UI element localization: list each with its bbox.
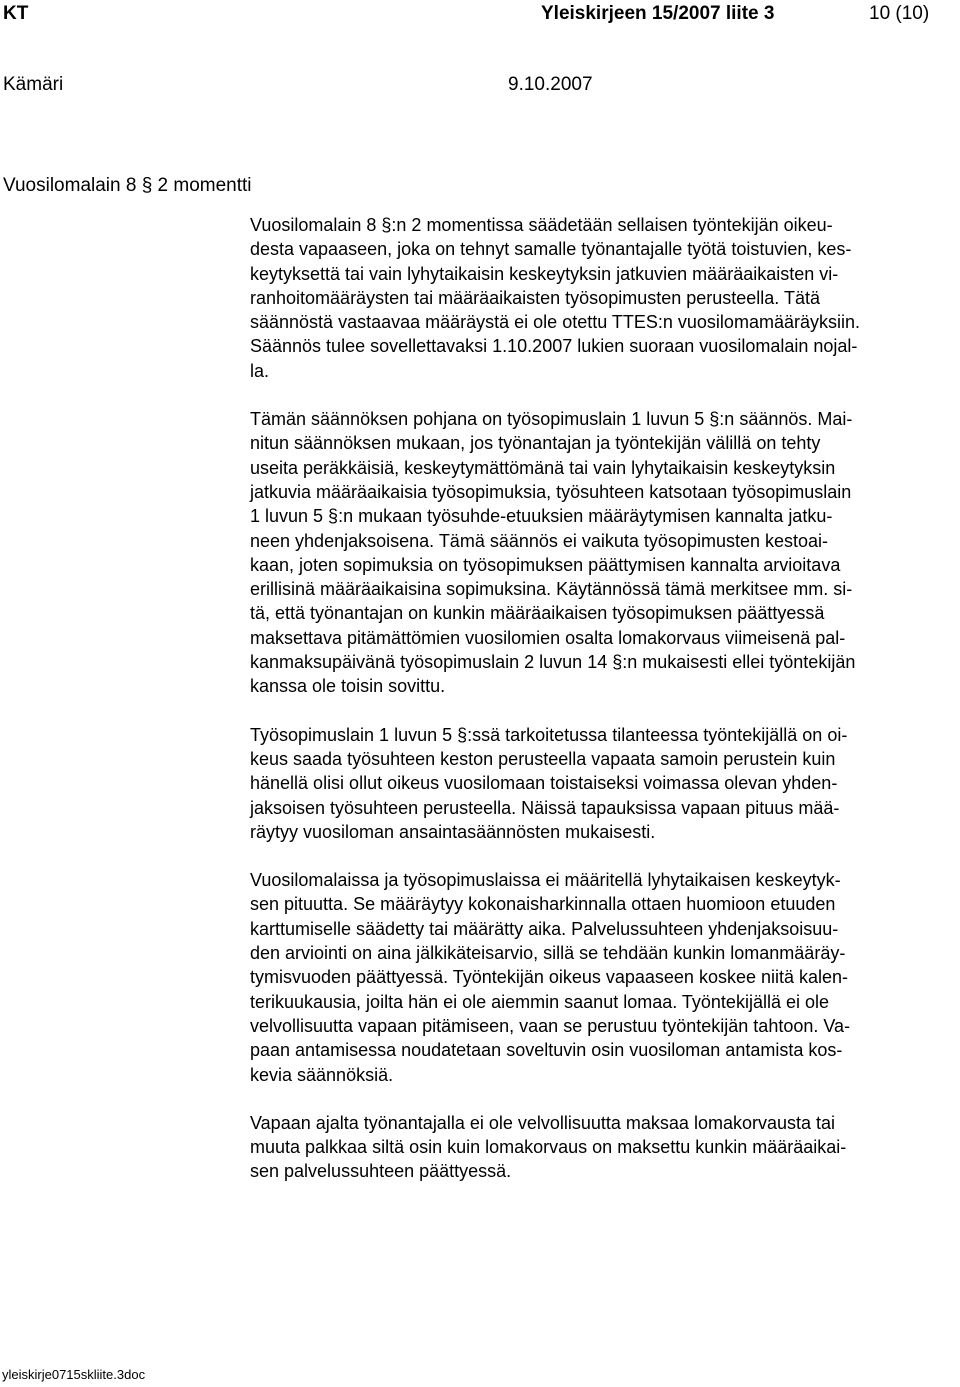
paragraph-line: Työsopimuslain 1 luvun 5 §:ssä tarkoitetussa tilanteessa työntekijällä on oi- <box>250 724 848 745</box>
paragraph-line: erillisinä määräaikaisina sopimuksina. Käytännössä tämä merkitsee mm. si- <box>250 579 853 600</box>
paragraph-line: tymisvuoden päättyessä. Työntekijän oikeus vapaaseen koskee niitä kalen- <box>250 967 849 988</box>
paragraph-line: nitun säännöksen mukaan, jos työnantajan ja työntekijän välillä on tehty <box>250 433 821 454</box>
paragraph-line: sen pituutta. Se määräytyy kokonaisharkinnalla ottaen huomioon etuuden <box>250 894 836 915</box>
paragraph-line: räytyy vuosiloman ansaintasäännösten mukaisesti. <box>250 821 656 842</box>
paragraph-line: Tämän säännöksen pohjana on työsopimuslain 1 luvun 5 §:n säännös. Mai- <box>250 409 853 430</box>
header-page-number: 10 (10) <box>869 3 930 24</box>
header-author: Kämäri <box>3 74 64 95</box>
paragraph <box>250 868 954 1087</box>
paragraph-line: jaksoisen työsuhteen perusteella. Näissä tapauksissa vapaan pituus mää- <box>250 797 840 818</box>
paragraph-line: useita peräkkäisiä, keskeytymättömänä tai vain lyhytaikaisin keskeytyksin <box>250 457 836 478</box>
paragraph-line: terikuukausia, joilta hän ei ole aiemmin saanut lomaa. Työntekijällä ei ole <box>250 991 829 1012</box>
paragraph-line: kaan, joten sopimuksia on työsopimuksen päättymisen kannalta arvioitava <box>250 554 841 575</box>
header-org: KT <box>3 3 29 24</box>
paragraph <box>250 213 954 383</box>
paragraph-line: säännöstä vastaavaa määräystä ei ole otettu TTES:n vuosilomamääräyksiin. <box>250 312 860 333</box>
paragraph-line: kanssa ole toisin sovittu. <box>250 676 446 697</box>
paragraph-line: ranhoitomääräysten tai määräaikaisten työsopimusten perusteella. Tätä <box>250 287 820 308</box>
header-title: Yleiskirjeen 15/2007 liite 3 <box>541 3 775 24</box>
paragraph-line: muuta palkkaa siltä osin kuin lomakorvaus on maksettu kunkin määräaikai- <box>250 1137 847 1158</box>
paragraph-line: 1 luvun 5 §:n mukaan työsuhde-etuuksien määräytymisen kannalta jatku- <box>250 506 833 527</box>
paragraph-line: hänellä olisi ollut oikeus vuosilomaan toistaiseksi voimassa olevan yhden- <box>250 773 838 794</box>
section-title: Vuosilomalain 8 § 2 momentti <box>3 175 252 196</box>
paragraph-line: la. <box>250 360 270 381</box>
paragraph-line: den arviointi on aina jälkikäteisarvio, sillä se tehdään kunkin lomanmääräy- <box>250 943 846 964</box>
paragraph-line: paan antamisessa noudatetaan soveltuvin osin vuosiloman antamista kos- <box>250 1040 843 1061</box>
paragraph <box>250 1111 954 1184</box>
paragraph-line: jatkuvia määräaikaisia työsopimuksia, työsuhteen katsotaan työsopimuslain <box>250 481 852 502</box>
paragraph-line: neen yhdenjaksoisena. Tämä säännös ei vaikuta työsopimusten kestoai- <box>250 530 829 551</box>
paragraph <box>250 723 954 844</box>
paragraph-line: Vapaan ajalta työnantajalla ei ole velvollisuutta maksaa lomakorvausta tai <box>250 1112 836 1133</box>
paragraph-line: tä, että työnantajan on kunkin määräaikaisen työsopimuksen päättyessä <box>250 603 825 624</box>
paragraph-line: kanmaksupäivänä työsopimuslain 2 luvun 14 §:n mukaisesti ellei työntekijän <box>250 652 856 673</box>
paragraph-line: maksettava pitämättömien vuosilomien osalta lomakorvaus viimeisenä pal- <box>250 627 846 648</box>
header-date: 9.10.2007 <box>508 74 593 95</box>
document-body <box>250 213 954 1184</box>
footer-filename: yleiskirje0715skliite.3doc <box>2 1367 146 1382</box>
paragraph-line: Vuosilomalain 8 §:n 2 momentissa säädetään sellaisen työntekijän oikeu- <box>250 215 833 235</box>
paragraph-line: karttumiselle säädetty tai määrätty aika. Palvelussuhteen yhdenjaksoisuu- <box>250 918 839 939</box>
paragraph-line: keytyksettä tai vain lyhytaikaisin keskeytyksin jatkuvien määräaikaisten vi- <box>250 263 839 284</box>
paragraph-line: keus saada työsuhteen keston perusteella vapaata samoin perustein kuin <box>250 748 836 769</box>
paragraph-line: sen palvelussuhteen päättyessä. <box>250 1161 512 1182</box>
paragraph-line: Vuosilomalaissa ja työsopimuslaissa ei määritellä lyhytaikaisen keskeytyk- <box>250 870 841 891</box>
paragraph-line: Säännös tulee sovellettavaksi 1.10.2007 lukien suoraan vuosilomalain nojal- <box>250 336 858 357</box>
paragraph-line: velvollisuutta vapaan pitämiseen, vaan se perustuu työntekijän tahtoon. Va- <box>250 1015 851 1036</box>
paragraph-line: desta vapaaseen, joka on tehnyt samalle työnantajalle työtä toistuvien, kes- <box>250 239 852 260</box>
paragraph-line: kevia säännöksiä. <box>250 1064 394 1085</box>
paragraph <box>250 407 954 699</box>
